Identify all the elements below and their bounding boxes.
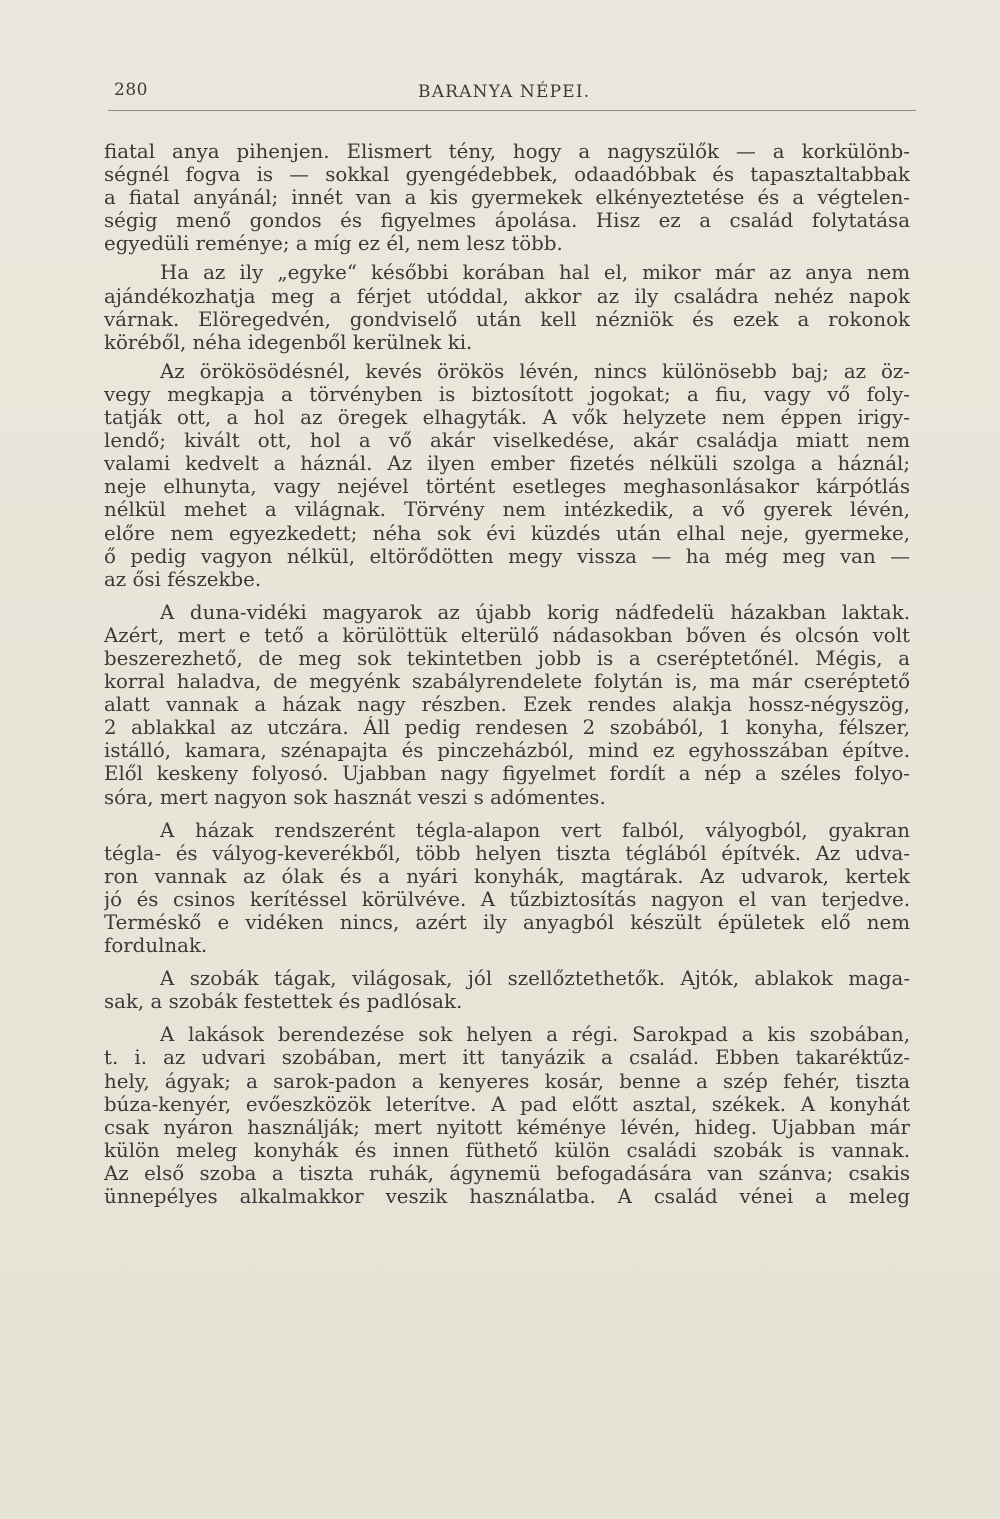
paragraph [104,360,910,591]
text-line: tatják ott, a hol az öregek elhagyták. A vők helyzete nem éppen irigy- [104,406,910,430]
text-line: neje elhunyta, vagy nejével történt esetleges meghasonlásakor kárpótlás [104,475,910,499]
paragraph [104,819,910,958]
paragraph [104,261,910,353]
text-line: ő pedig vagyon nélkül, eltörődötten megy vissza — ha még meg van — [104,544,910,568]
text-line: sóra, mert nagyon sok hasznát veszi s adómentes. [104,785,606,809]
text-line: Elől keskeny folyosó. Ujabban nagy figyelmet fordít a nép a széles folyo- [104,762,910,786]
text-line: várnak. Elöregedvén, gondviselő után kell nézniök és ezek a rokonok [104,307,910,331]
text-line: A szobák tágak, világosak, jól szellőztethetők. Ajtók, ablakok maga- [160,967,910,991]
text-line: ségig menő gondos és figyelmes ápolása. Hisz ez a család folytatása [104,209,910,233]
paragraph [104,1023,910,1208]
text-line: alatt vannak a házak nagy részben. Ezek rendes alakja hossz-négyszög, [104,693,910,717]
text-line: A házak rendszerént tégla-alapon vert falból, vályogból, gyakran [160,818,910,842]
paragraph [104,967,910,1013]
text-line: ajándékozhatja meg a férjet utóddal, akkor az ily családra nehéz napok [104,284,910,308]
text-line: A lakások berendezése sok helyen a régi. Sarokpad a kis szobában, [160,1023,910,1047]
text-line: tégla- és vályog-keverékből, több helyen tiszta téglából építvék. Az udva- [104,841,910,865]
text-line: a fiatal anyánál; innét van a kis gyermekek elkényeztetése és a végtelen- [104,186,910,210]
text-line: hely, ágyak; a sarok-padon a kenyeres kosár, benne a szép fehér, tiszta [104,1069,910,1093]
text-line: Az örökösödésnél, kevés örökös lévén, nincs különösebb baj; az öz- [160,359,910,383]
text-line: A duna-vidéki magyarok az újabb korig nádfedelü házakban laktak. [160,600,910,624]
text-line: ron vannak az ólak és a nyári konyhák, magtárak. Az udvarok, kertek [104,864,910,888]
body-text [104,140,910,1208]
text-line: beszerezhető, de meg sok tekintetben jobb is a cseréptetőnél. Mégis, a [104,646,910,670]
page-number: 280 [114,80,148,100]
text-line: csak nyáron használják; mert nyitott kéménye lévén, hideg. Ujabban már [104,1115,910,1139]
text-line: egyedüli reménye; a míg ez él, nem lesz több. [104,232,563,256]
text-line: az ősi fészekbe. [104,567,262,591]
text-line: Ha az ily „egyke“ későbbi korában hal el, mikor már az anya nem [160,261,910,285]
text-line: lendő; kivált ott, hol a vő akár viselkedése, akár családja miatt nem [104,429,910,453]
text-line: előre nem egyezkedett; néha sok évi küzdés után elhal neje, gyermeke, [104,521,910,545]
text-line: ségnél fogva is — sokkal gyengédebbek, odaadóbbak és tapasztaltabbak [104,163,910,187]
page-header [108,80,916,111]
text-line: Azért, mert e tető a körülöttük elterülő nádasokban bőven és olcsón volt [104,623,910,647]
text-line: Terméskő e vidéken nincs, azért ily anyagból készült épületek elő nem [104,911,910,934]
paragraph [104,140,910,255]
text-line: jó és csinos kerítéssel körülvéve. A tűzbiztosítás nagyon el van terjedve. [104,887,910,911]
text-line: vegy megkapja a törvényben is biztosított jogokat; a fiu, vagy vő foly- [104,382,910,406]
text-line: külön meleg konyhák és innen füthető külön családi szobák is vannak. [104,1138,910,1162]
text-line: fiatal anya pihenjen. Elismert tény, hogy a nagyszülők — a korkülönb- [104,140,910,163]
text-line: Az első szoba a tiszta ruhák, ágynemü befogadására van szánva; csakis [104,1161,910,1185]
text-line: t. i. az udvari szobában, mert itt tanyázik a család. Ebben takaréktűz- [104,1046,910,1070]
text-line: ünnepélyes alkalmakkor veszik használatba. A család vénei a meleg [104,1185,910,1209]
text-line: köréből, néha idegenből kerülnek ki. [104,330,473,354]
running-head: BARANYA NÉPEI. [418,82,591,102]
text-line: 2 ablakkal az utczára. Áll pedig rendesen 2 szobából, 1 konyha, félszer, [104,716,910,740]
text-line: nélkül mehet a világnak. Törvény nem intézkedik, a vő gyerek lévén, [104,498,910,522]
text-line: fordulnak. [104,934,208,958]
text-line: sak, a szobák festettek és padlósak. [104,990,463,1014]
text-line: istálló, kamara, szénapajta és pinczeházból, mind ez egyhosszában építve. [104,739,910,763]
text-line: valami kedvelt a háznál. Az ilyen ember fizetés nélküli szolga a háznál; [104,452,910,476]
text-line: korral haladva, de megyénk szabályrendelete folytán is, ma már cseréptető [104,670,910,694]
text-line: búza-kenyér, evőeszközök leterítve. A pad előtt asztal, székek. A konyhát [104,1092,910,1116]
paragraph [104,601,910,809]
